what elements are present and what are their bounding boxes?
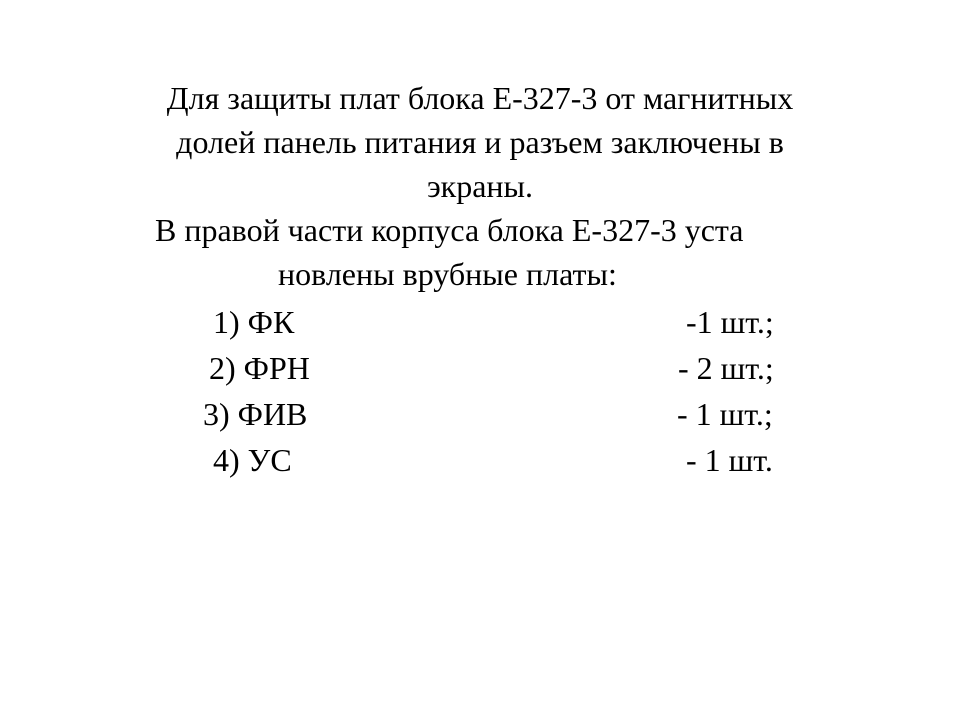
item-qty-fiv: - 1 шт.;	[677, 396, 773, 432]
item-qty-frn: - 2 шт.;	[678, 350, 774, 386]
paragraph1-line1: Для защиты плат блока Е-327-3 от магнитных	[166, 80, 794, 116]
item-name-frn: 2) ФРН	[209, 350, 310, 386]
paragraph2-line2: новлены врубные платы:	[278, 256, 617, 292]
item-qty-fk: -1 шт.;	[686, 304, 774, 340]
paragraph1-line2: долей панель питания и разъем заключены в	[176, 124, 784, 160]
item-name-us: 4) УС	[213, 442, 292, 478]
item-qty-us: - 1 шт.	[686, 442, 773, 478]
item-name-fiv: 3) ФИВ	[203, 396, 308, 432]
paragraph1-line3: экраны.	[426, 168, 534, 204]
item-name-fk: 1) ФК	[213, 304, 295, 340]
paragraph2-line1: В правой части корпуса блока Е-327-3 уста	[155, 212, 744, 248]
